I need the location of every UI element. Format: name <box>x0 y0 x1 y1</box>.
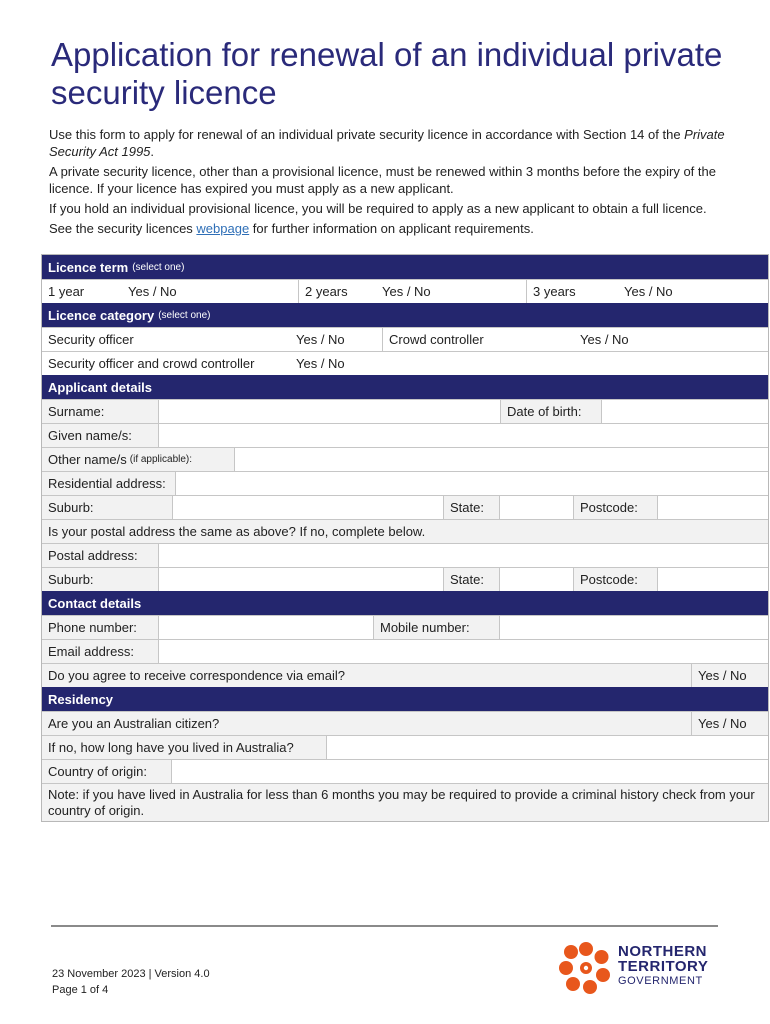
logo-wordmark: NORTHERN TERRITORY GOVERNMENT <box>618 943 709 987</box>
dob-label: Date of birth: <box>500 400 601 423</box>
category-both-yes-no[interactable]: Yes / No <box>296 356 345 371</box>
nt-government-logo <box>556 940 726 996</box>
footer-divider <box>51 925 718 927</box>
residential-address-label: Residential address: <box>42 472 175 495</box>
term-2-years-yes-no[interactable]: Yes / No <box>382 284 431 299</box>
how-long-row <box>42 735 768 759</box>
category-crowd-controller-label: Crowd controller <box>382 328 574 351</box>
section-header-contact-details: Contact details <box>42 591 768 615</box>
phone-field[interactable] <box>158 616 373 639</box>
application-form <box>41 254 769 822</box>
postcode-field[interactable] <box>657 496 768 519</box>
mobile-field[interactable] <box>499 616 768 639</box>
surname-field[interactable] <box>158 400 500 423</box>
postal-same-row <box>42 519 768 543</box>
act-name: Private Security Act 1995 <box>49 127 725 159</box>
mobile-label: Mobile number: <box>373 616 499 639</box>
email-consent-yes-no[interactable]: Yes / No <box>691 664 768 687</box>
citizen-row <box>42 711 768 735</box>
residency-note-row <box>42 783 768 821</box>
licence-category-row-2 <box>42 351 768 375</box>
citizen-question: Are you an Australian citizen? <box>42 712 691 735</box>
postal-suburb-field[interactable] <box>158 568 443 591</box>
residency-note: Note: if you have lived in Australia for less than 6 months you may be required to provide a criminal history check from your country of origin. <box>42 784 768 821</box>
email-consent-question: Do you agree to receive correspondence via email? <box>42 664 691 687</box>
category-security-officer-label: Security officer <box>48 332 134 347</box>
other-names-row <box>42 447 768 471</box>
licence-term-row <box>42 279 768 303</box>
category-security-officer-yes-no[interactable]: Yes / No <box>296 332 345 347</box>
intro-paragraph-2: A private security licence, other than a provisional licence, must be renewed within 3 months before the expiry of the licence. If your licence has expired you must apply as a new applicant. <box>49 164 716 196</box>
phone-row <box>42 615 768 639</box>
footer-text <box>52 966 210 998</box>
postal-postcode-label: Postcode: <box>573 568 657 591</box>
phone-label: Phone number: <box>42 616 158 639</box>
other-names-field[interactable] <box>234 448 768 471</box>
footer-date-version: 23 November 2023 | Version 4.0 <box>52 968 210 980</box>
category-both-label: Security officer and crowd controller <box>48 356 255 371</box>
suburb-label: Suburb: <box>42 496 172 519</box>
section-header-licence-category: Licence category (select one) <box>42 303 768 327</box>
how-long-label: If no, how long have you lived in Australia? <box>42 736 326 759</box>
residential-address-field[interactable] <box>175 472 768 495</box>
postcode-label: Postcode: <box>573 496 657 519</box>
licence-category-row-1 <box>42 327 768 351</box>
citizen-yes-no[interactable]: Yes / No <box>691 712 768 735</box>
residential-address-row <box>42 471 768 495</box>
postal-state-label: State: <box>443 568 499 591</box>
suburb-row-residential <box>42 495 768 519</box>
other-names-label: Other name/s (if applicable): <box>42 448 234 471</box>
email-row <box>42 639 768 663</box>
intro-paragraph-4: See the security licences webpage for further information on applicant requirements. <box>49 221 534 236</box>
term-3-years-yes-no[interactable]: Yes / No <box>624 284 673 299</box>
postal-address-row <box>42 543 768 567</box>
footer-page-number: Page 1 of 4 <box>52 984 109 996</box>
country-row <box>42 759 768 783</box>
surname-row <box>42 399 768 423</box>
suburb-row-postal <box>42 567 768 591</box>
webpage-link[interactable]: webpage <box>196 221 250 236</box>
country-label: Country of origin: <box>42 760 171 783</box>
postal-same-question: Is your postal address the same as above? If no, complete below. <box>42 520 768 543</box>
state-field[interactable] <box>499 496 573 519</box>
how-long-field[interactable] <box>326 736 768 759</box>
given-names-row <box>42 423 768 447</box>
state-label: State: <box>443 496 499 519</box>
postal-address-field[interactable] <box>158 544 768 567</box>
page-title: Application for renewal of an individual private security licence <box>51 36 723 111</box>
term-1-year-label: 1 year <box>48 284 85 299</box>
intro-paragraph-1: Use this form to apply for renewal of an individual private security licence in accordance with Section 14 of the Private Security Act 1995. <box>49 127 725 159</box>
nt-flower-logo-icon <box>556 940 616 996</box>
postal-state-field[interactable] <box>499 568 573 591</box>
given-names-label: Given name/s: <box>42 424 158 447</box>
postal-postcode-field[interactable] <box>657 568 768 591</box>
intro-paragraph-3: If you hold an individual provisional licence, you will be required to apply as a new applicant to obtain a full licence. <box>49 201 707 216</box>
email-field[interactable] <box>158 640 768 663</box>
postal-suburb-label: Suburb: <box>42 568 158 591</box>
term-1-year-yes-no[interactable]: Yes / No <box>128 284 177 299</box>
section-header-licence-term: Licence term (select one) <box>42 255 768 279</box>
category-crowd-controller-yes-no[interactable]: Yes / No <box>580 332 629 347</box>
intro-text <box>49 126 735 240</box>
suburb-field[interactable] <box>172 496 443 519</box>
postal-address-label: Postal address: <box>42 544 158 567</box>
country-field[interactable] <box>171 760 768 783</box>
email-consent-row <box>42 663 768 687</box>
term-2-years-label: 2 years <box>298 280 376 303</box>
surname-label: Surname: <box>42 400 158 423</box>
section-header-residency: Residency <box>42 687 768 711</box>
term-3-years-label: 3 years <box>526 280 618 303</box>
section-header-applicant-details: Applicant details <box>42 375 768 399</box>
dob-field[interactable] <box>601 400 768 423</box>
given-names-field[interactable] <box>158 424 768 447</box>
email-label: Email address: <box>42 640 158 663</box>
